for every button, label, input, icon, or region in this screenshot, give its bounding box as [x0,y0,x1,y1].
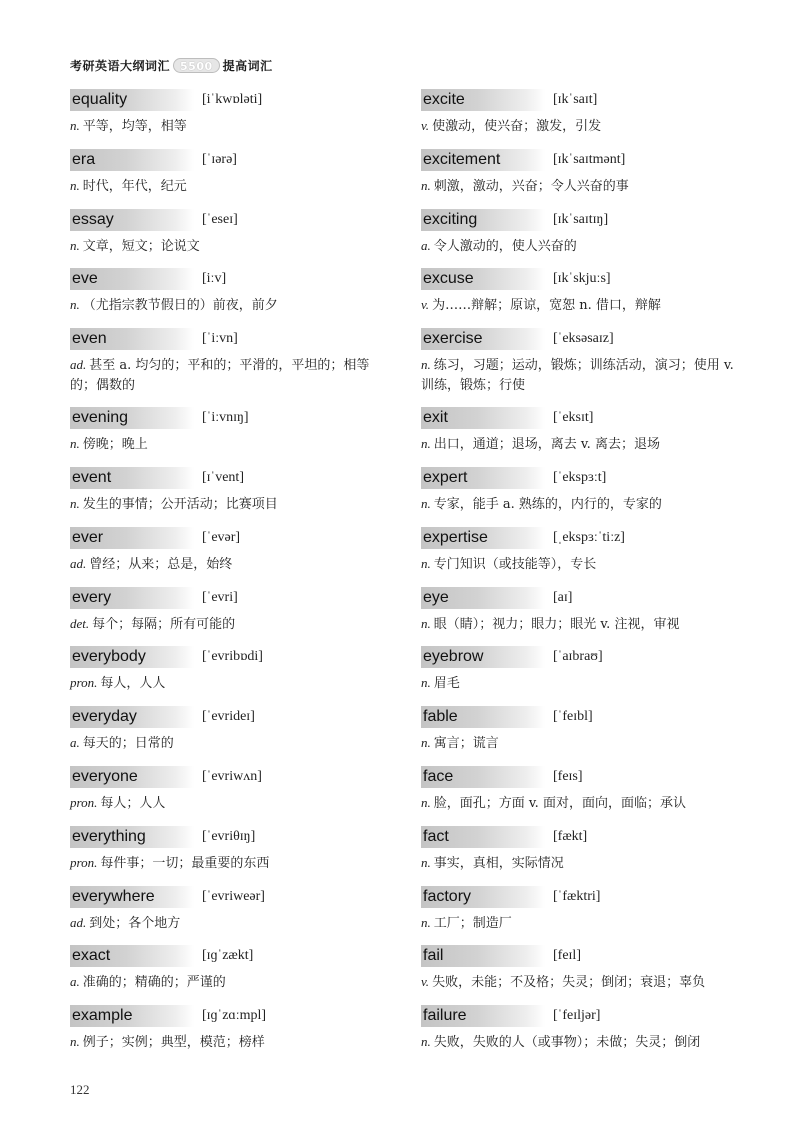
vocab-entry [70,208,392,268]
phonetic: [ˈevrideɪ] [202,709,255,725]
word-row [70,586,392,610]
word-row [70,705,392,729]
vocab-entry [421,944,743,1004]
vocab-entry [70,705,392,765]
vocab-entry [70,406,392,466]
definition-text: 每人，人人 [100,676,166,692]
part-of-speech: a. [421,237,431,253]
part-of-speech: n. [421,675,431,691]
vocab-entry [70,944,392,1004]
headword: equality [70,89,194,111]
vocab-entry [70,267,392,327]
definition-text: 傍晚；晚上 [82,437,148,453]
vocab-entry [70,586,392,646]
definition-text: 练习，习题；运动，锻炼；训练活动，演习；使用 v. 训练，锻炼；行使 [421,358,734,394]
headword: everything [70,826,194,848]
page-number: 122 [70,1082,90,1097]
headword: everybody [70,646,194,668]
definition [421,614,743,635]
definition [421,355,743,396]
word-row [421,208,743,232]
definition-text: 甚至 a. 均匀的；平和的；平滑的，平坦的；相等的；偶数的 [70,358,370,394]
definition-text: 文章，短文；论说文 [82,238,200,254]
part-of-speech: n. [421,794,431,810]
part-of-speech: n. [70,436,80,452]
word-row [70,944,392,968]
vocab-entry [70,327,392,406]
part-of-speech: pron. [70,794,98,810]
phonetic: [ˈɪərə] [202,151,237,167]
part-of-speech: n. [421,436,431,452]
definition [421,972,743,993]
definition [70,355,392,396]
phonetic: [ɪkˈsaɪtmənt] [553,151,626,167]
phonetic: [ˌekspɜːˈtiːz] [553,529,625,545]
headword: excite [421,89,545,111]
definition [421,176,743,197]
phonetic: [ˈfæktri] [553,888,601,904]
definition-text: 失败，失败的人（或事物）；未做；失灵；倒闭 [433,1035,701,1051]
headword: ever [70,527,194,549]
word-row [421,406,743,430]
headword: exit [421,407,545,429]
definition-text: 每天的；日常的 [82,736,174,752]
definition [70,793,392,814]
headword: example [70,1005,194,1027]
phonetic: [ˈevər] [202,529,241,545]
definition [421,494,743,515]
phonetic: [ˈevriθɪŋ] [202,828,256,844]
phonetic: [iːv] [202,271,227,287]
right-word-column [421,88,743,1064]
definition [70,913,392,934]
phonetic: [ˈfeɪbl] [553,709,593,725]
headword: event [70,467,194,489]
headword: excitement [421,149,545,171]
header-title: 考研英语大纲词汇 [70,58,171,73]
definition [70,494,392,515]
phonetic: [ˈiːvn] [202,331,238,347]
vocab-entry [421,267,743,327]
phonetic: [ɪkˈsaɪtɪŋ] [553,211,609,227]
vocab-entry [70,466,392,526]
part-of-speech: n. [70,177,80,193]
phonetic: [iˈkwɒləti] [202,92,263,107]
part-of-speech: det. [70,615,90,631]
vocab-entry [421,526,743,586]
headword: every [70,587,194,609]
definition [421,913,743,934]
definition-text: 工厂；制造厂 [433,915,512,931]
word-row [421,705,743,729]
word-row [421,148,743,172]
definition [70,434,392,455]
word-row [421,645,743,669]
vocab-entry [421,88,743,148]
definition [421,295,743,316]
word-row [70,825,392,849]
definition-text: （尤指宗教节假日的）前夜，前夕 [82,298,278,314]
word-row [421,526,743,550]
word-row [421,1004,743,1028]
headword: exact [70,945,194,967]
vocab-entry [421,645,743,705]
headword: face [421,766,545,788]
headword: exercise [421,328,545,350]
phonetic: [ɪkˈskjuːs] [553,271,611,287]
definition-text: 出口，通道；退场，离去 v. 离去；退场 [433,437,660,453]
definition [70,1032,392,1053]
vocab-entry [70,885,392,945]
phonetic: [ˈeksəsaɪz] [553,331,614,347]
definition-text: 寓言；谎言 [433,736,499,752]
definition [70,614,392,635]
definition [70,295,392,316]
definition-text: 曾经；从来；总是，始终 [89,556,233,572]
headword: eye [421,587,545,609]
vocab-entry [421,466,743,526]
part-of-speech: v. [421,118,430,133]
word-row [70,208,392,232]
vocab-entry [70,765,392,825]
word-row [421,88,743,112]
vocab-entry [421,765,743,825]
part-of-speech: v. [421,974,430,990]
headword: fact [421,826,545,848]
definition [70,554,392,575]
vocab-entry [421,208,743,268]
definition-text: 时代，年代，纪元 [82,178,187,194]
headword: even [70,328,194,350]
phonetic: [feɪs] [553,768,583,784]
definition-text: 使激动，使兴奋；激发，引发 [432,119,602,134]
definition-text: 脸，面孔；方面 v. 面对，面向，面临；承认 [433,795,686,811]
definition [70,853,392,874]
part-of-speech: v. [421,297,430,313]
word-row [70,526,392,550]
definition [421,1032,743,1053]
phonetic: [fækt] [553,828,588,844]
definition-text: 眉毛 [433,676,460,692]
part-of-speech: n. [421,854,431,870]
definition-text: 发生的事情；公开活动；比赛项目 [82,496,278,512]
definition [421,673,743,694]
definition [70,236,392,257]
vocab-entry [421,885,743,945]
vocab-entry [70,645,392,705]
definition-text: 每件事；一切；最重要的东西 [100,855,270,871]
word-row [421,586,743,610]
definition [70,733,392,754]
phonetic: [ɪkˈsaɪt] [553,92,598,107]
phonetic: [ˈiːvnɪŋ] [202,410,249,426]
vocab-entry [421,148,743,208]
word-row [421,267,743,291]
headword: excuse [421,268,545,290]
definition [421,116,743,137]
vocab-entry [421,825,743,885]
phonetic: [ɪɡˈzɑːmpl] [202,1008,267,1024]
part-of-speech: a. [70,735,80,751]
phonetic: [ˈekspɜːt] [553,469,607,485]
definition-text: 为……辩解；原谅，宽恕 n. 借口，辩解 [432,298,661,314]
phonetic: [ˈevriweər] [202,888,265,904]
word-row [70,765,392,789]
vocab-entry [421,327,743,406]
vocab-entry [70,88,392,148]
running-header [70,56,273,74]
phonetic: [ˈevriwʌn] [202,768,262,784]
vocab-entry [70,1004,392,1064]
part-of-speech: ad. [70,357,87,373]
definition [70,673,392,694]
definition-text: 到处；各个地方 [89,915,181,931]
word-row [421,466,743,490]
definition-text: 准确的；精确的；严谨的 [82,975,226,991]
word-row [70,885,392,909]
header-badge: 5500 [173,58,220,73]
headword: everywhere [70,886,194,908]
headword: failure [421,1005,545,1027]
left-word-column [70,88,392,1064]
definition-text: 专家，能手 a. 熟练的，内行的，专家的 [433,496,662,512]
headword: everyday [70,706,194,728]
definition [421,554,743,575]
part-of-speech: n. [70,118,80,133]
part-of-speech: ad. [70,555,87,571]
word-row [70,466,392,490]
phonetic: [aɪ] [553,589,573,605]
part-of-speech: n. [421,555,431,571]
part-of-speech: n. [70,1034,80,1050]
definition [421,793,743,814]
definition-text: 每个；每隔；所有可能的 [92,616,236,632]
part-of-speech: n. [70,495,80,511]
phonetic: [ˈeseɪ] [202,211,238,227]
part-of-speech: n. [421,495,431,511]
definition-text: 每人；人人 [100,795,166,811]
headword: expert [421,467,545,489]
headword: essay [70,209,194,231]
word-row [421,765,743,789]
phonetic: [ɪɡˈzækt] [202,948,254,964]
part-of-speech: n. [421,735,431,751]
definition-text: 平等，均等，相等 [82,119,187,134]
part-of-speech: n. [421,914,431,930]
definition-text: 眼（睛）；视力；眼力；眼光 v. 注视，审视 [433,616,680,632]
part-of-speech: ad. [70,914,87,930]
definition [421,434,743,455]
word-row [70,88,392,112]
header-subtitle: 提高词汇 [222,58,273,73]
vocab-entry [421,705,743,765]
phonetic: [ˈfeɪljər] [553,1008,601,1024]
definition-text: 例子；实例；典型，模范；榜样 [82,1035,265,1051]
definition-text: 失败，未能；不及格；失灵；倒闭；衰退；辜负 [432,975,706,991]
definition [70,972,392,993]
vocab-entry [421,1004,743,1064]
word-row [70,148,392,172]
vocab-entry [70,148,392,208]
part-of-speech: n. [70,237,80,253]
definition [421,236,743,257]
definition [70,176,392,197]
word-row [70,267,392,291]
part-of-speech: n. [421,177,431,193]
definition-text: 事实，真相，实际情况 [433,855,564,871]
headword: fail [421,945,545,967]
word-row [70,406,392,430]
definition [421,733,743,754]
vocab-entry [70,825,392,885]
phonetic: [ˈeksɪt] [553,410,594,426]
phonetic: [feɪl] [553,948,581,964]
definition-text: 令人激动的，使人兴奋的 [433,238,577,254]
part-of-speech: n. [421,357,431,373]
definition-text: 刺激，激动，兴奋；令人兴奋的事 [433,178,629,194]
definition [70,116,392,137]
part-of-speech: n. [421,615,431,631]
part-of-speech: pron. [70,854,98,870]
phonetic: [ˈevri] [202,589,238,605]
vocab-entry [421,586,743,646]
definition-text: 专门知识（或技能等），专长 [433,556,597,572]
headword: everyone [70,766,194,788]
word-row [421,944,743,968]
phonetic: [ɪˈvent] [202,469,244,485]
headword: eve [70,268,194,290]
headword: fable [421,706,545,728]
part-of-speech: a. [70,974,80,990]
word-row [421,825,743,849]
headword: evening [70,407,194,429]
headword: era [70,149,194,171]
phonetic: [ˈevribɒdi] [202,649,263,665]
headword: expertise [421,527,545,549]
definition [421,853,743,874]
word-row [421,885,743,909]
phonetic: [ˈaɪbraʊ] [553,649,603,665]
headword: eyebrow [421,646,545,668]
vocab-entry [421,406,743,466]
vocab-entry [70,526,392,586]
part-of-speech: pron. [70,675,98,691]
word-row [70,645,392,669]
headword: factory [421,886,545,908]
word-row [70,1004,392,1028]
part-of-speech: n. [421,1034,431,1050]
word-row [421,327,743,351]
headword: exciting [421,209,545,231]
part-of-speech: n. [70,297,80,313]
word-row [70,327,392,351]
